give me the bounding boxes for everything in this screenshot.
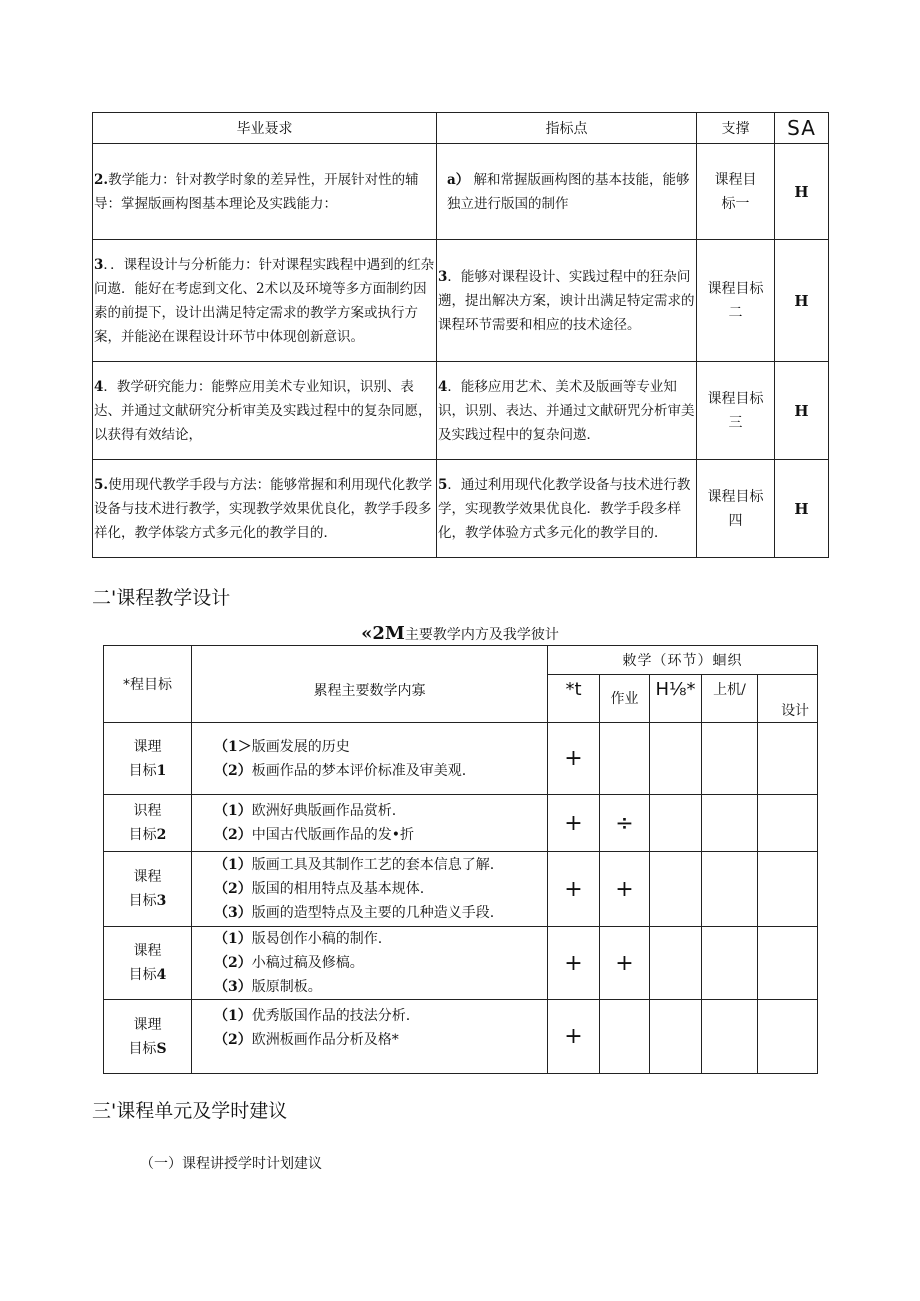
content-cell bbox=[192, 852, 548, 927]
requirement-cell: 4．教学研究能力：能弊应用美术专业知识，识别、表达、并通过文献研究分析审美及实践过程中的复杂同愿，以获得有效结论， bbox=[93, 362, 437, 460]
content-item: （2）版国的相用特点及基本规体. bbox=[214, 881, 425, 897]
content-item: （1）版画工具及其制作工艺的套本信息了解. bbox=[214, 857, 495, 873]
support-cell: 课程目标一 bbox=[697, 144, 775, 240]
indicator-cell: 3．能够对课程设计、实践过程中的狂杂问遡，提出解决方案，谀计出满足特定需求的课程环节需要和相应的技术途径。 bbox=[437, 240, 697, 362]
mark-lecture: + bbox=[548, 723, 600, 795]
requirement-cell: 2.教学能力：针对教学时象的差异性，开展针对性的辅导：掌握版画构图基本理论及实践能力： bbox=[93, 144, 437, 240]
table-row bbox=[93, 460, 829, 558]
table-row bbox=[93, 144, 829, 240]
mark-discussion bbox=[650, 795, 702, 852]
course-goal-cell: 课理 目标S bbox=[104, 1000, 192, 1074]
mark-lecture: + bbox=[548, 852, 600, 927]
subheader-lab: 上机/ bbox=[702, 675, 758, 723]
table-row bbox=[104, 852, 818, 927]
header-support: 支撑 bbox=[697, 113, 775, 144]
table-2-caption: «2M主要教学内方及我学彼计 bbox=[361, 623, 559, 644]
requirement-cell: 5.使用现代教学手段与方法：能够常握和利用现代化教学设备与技术进行教学，实现教学效果优良化，教学手段多祥化，教学体裟方式多元化的教学目的． bbox=[93, 460, 437, 558]
mark-homework bbox=[600, 723, 650, 795]
content-cell bbox=[192, 1000, 548, 1074]
content-item: （1）欧洲好典版画作品赏析. bbox=[214, 803, 397, 819]
mark-lab bbox=[702, 795, 758, 852]
header-course-goal: *程目标 bbox=[104, 646, 192, 723]
content-item: （2）中国古代版画作品的发•折 bbox=[214, 827, 415, 843]
mark-lecture: + bbox=[548, 1000, 600, 1074]
mark-discussion bbox=[650, 927, 702, 1000]
graduation-requirements-table bbox=[92, 112, 829, 558]
mark-design bbox=[758, 795, 818, 852]
header-requirement: 毕业聂求 bbox=[93, 113, 437, 144]
table-row bbox=[104, 723, 818, 795]
mark-homework bbox=[600, 1000, 650, 1074]
subheader-design: 设计 bbox=[758, 675, 818, 723]
teaching-design-table bbox=[103, 645, 818, 1074]
indicator-cell: a） 解和常握版画构图的基本技能，能够独立进行版国的制作 bbox=[437, 144, 697, 240]
level-cell: H bbox=[775, 240, 829, 362]
mark-discussion bbox=[650, 1000, 702, 1074]
mark-homework: + bbox=[600, 927, 650, 1000]
indicator-cell: 5．通过利用现代化教学设备与技术进行教学，实现教学效果优良化．教学手段多样化，教学体验方式多元化的教学目的． bbox=[437, 460, 697, 558]
course-goal-cell: 课理 目标1 bbox=[104, 723, 192, 795]
mark-lab bbox=[702, 927, 758, 1000]
mark-design bbox=[758, 927, 818, 1000]
content-item: （3）版原制板。 bbox=[214, 979, 322, 995]
mark-lab bbox=[702, 1000, 758, 1074]
mark-discussion bbox=[650, 852, 702, 927]
content-item: （2）欧洲板画作品分析及格* bbox=[214, 1032, 399, 1048]
section-2-heading: 二'课程教学设计 bbox=[92, 587, 231, 609]
mark-discussion bbox=[650, 723, 702, 795]
mark-lab bbox=[702, 852, 758, 927]
content-cell bbox=[192, 723, 548, 795]
support-cell: 课程目标四 bbox=[697, 460, 775, 558]
mark-lecture: + bbox=[548, 795, 600, 852]
level-cell: H bbox=[775, 144, 829, 240]
subheader-homework: 作业 bbox=[600, 675, 650, 723]
subheader-lecture: *t bbox=[548, 675, 600, 723]
support-cell: 课程目标二 bbox=[697, 240, 775, 362]
header-indicator: 指标点 bbox=[437, 113, 697, 144]
subheader-discussion: H⅛* bbox=[650, 675, 702, 723]
mark-design bbox=[758, 852, 818, 927]
content-item: （1＞版画发展的历史 bbox=[214, 738, 350, 755]
content-cell bbox=[192, 927, 548, 1000]
mark-lecture: + bbox=[548, 927, 600, 1000]
level-cell: H bbox=[775, 362, 829, 460]
mark-design bbox=[758, 1000, 818, 1074]
table-row bbox=[93, 362, 829, 460]
content-item: （3）版画的造型特点及主要的几种造义手段. bbox=[214, 905, 495, 921]
mark-lab bbox=[702, 723, 758, 795]
course-goal-cell: 识程 目标2 bbox=[104, 795, 192, 852]
content-item: （2）小稿过稿及修槁。 bbox=[214, 955, 364, 971]
level-cell: H bbox=[775, 460, 829, 558]
header-level: SA bbox=[775, 113, 829, 144]
mark-design bbox=[758, 723, 818, 795]
table-row bbox=[104, 1000, 818, 1074]
mark-homework: ÷ bbox=[600, 795, 650, 852]
subsection-heading: （一）课程讲授学时计划建议 bbox=[140, 1156, 322, 1172]
section-3-heading: 三'课程单元及学时建议 bbox=[92, 1100, 288, 1122]
table-row bbox=[93, 240, 829, 362]
support-cell: 课程目标三 bbox=[697, 362, 775, 460]
table-row bbox=[104, 927, 818, 1000]
content-cell bbox=[192, 795, 548, 852]
requirement-cell: 3．．课程设计与分析能力：针对课程实践程中遇到的红杂问遨．能好在考虑到文化、2术以及环境等多方面制约因素的前提下，设计出满足特定需求的教学方案或执行方案，并能泌在课程设计环节中体现创新意识。 bbox=[93, 240, 437, 362]
course-goal-cell: 课程 目标4 bbox=[104, 927, 192, 1000]
content-item: （2）板画作品的梦本评价标准及审美观. bbox=[214, 762, 467, 779]
mark-homework: + bbox=[600, 852, 650, 927]
indicator-cell: 4．能移应用艺术、美术及版画等专业知识，识别、表达、并通过文献研咒分析审美及实践过程中的复杂问遨． bbox=[437, 362, 697, 460]
header-teaching-organization: 敕学（环节）蛔织 bbox=[548, 646, 818, 675]
content-item: （1）版曷创作小稿的制作. bbox=[214, 931, 383, 947]
table-row bbox=[104, 795, 818, 852]
header-main-content: 累程主要数学内寡 bbox=[192, 646, 548, 723]
content-item: （1）优秀版国作品的技法分析. bbox=[214, 1008, 411, 1024]
course-goal-cell: 课程 目标3 bbox=[104, 852, 192, 927]
